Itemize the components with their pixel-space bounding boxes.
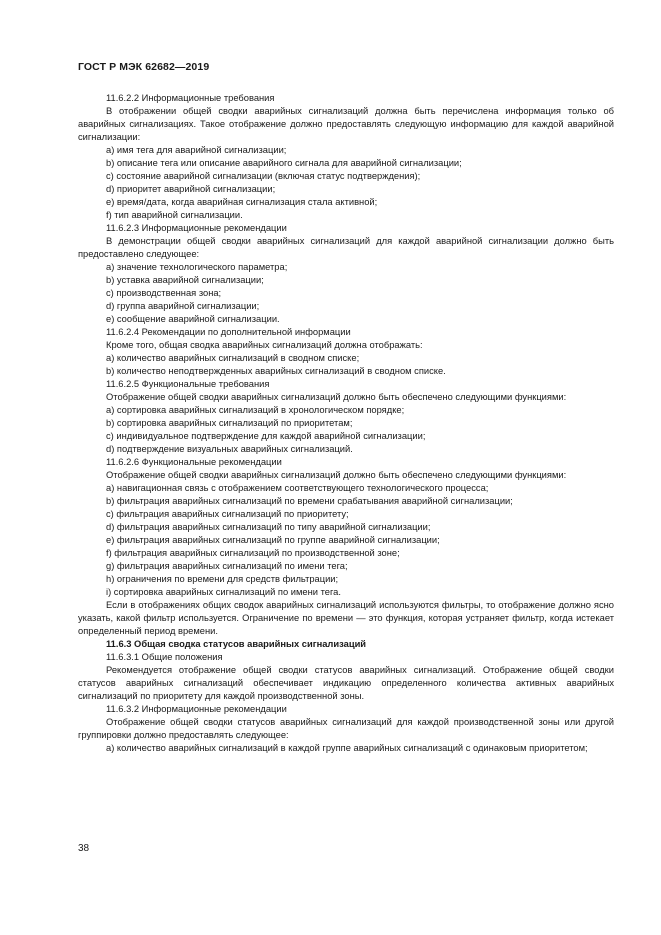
paragraph: Отображение общей сводки аварийных сигнализаций должно быть обеспечено следующими функциями: <box>106 392 567 402</box>
list-item: a) значение технологического параметра; <box>106 262 288 272</box>
list-item: c) индивидуальное подтверждение для каждой аварийной сигнализации; <box>106 431 426 441</box>
list-item: c) состояние аварийной сигнализации (включая статус подтверждения); <box>106 171 421 181</box>
paragraph: 11.6.2.3 Информационные рекомендации <box>106 223 287 233</box>
paragraph: 11.6.3.1 Общие положения <box>106 652 223 662</box>
paragraph: В демонстрации общей сводки аварийных сигнализаций для каждой аварийной сигнализации должно быть предоставлено следующее: <box>78 236 614 259</box>
list-item: a) количество аварийных сигнализаций в сводном списке; <box>106 353 360 363</box>
list-item: e) время/дата, когда аварийная сигнализация стала активной; <box>106 197 378 207</box>
list-item: f) фильтрация аварийных сигнализаций по производственной зоне; <box>106 548 400 558</box>
paragraph: 11.6.3 Общая сводка статусов аварийных сигнализаций <box>106 639 367 649</box>
list-item: a) количество аварийных сигнализаций в каждой группе аварийных сигнализаций с одинаковым приоритетом; <box>106 743 588 753</box>
list-item: a) имя тега для аварийной сигнализации; <box>106 145 287 155</box>
list-item: d) подтверждение визуальных аварийных сигнализаций. <box>106 444 353 454</box>
list-item: b) фильтрация аварийных сигнализаций по времени срабатывания аварийной сигнализации; <box>106 496 513 506</box>
list-item: b) сортировка аварийных сигнализаций по приоритетам; <box>106 418 353 428</box>
list-item: a) сортировка аварийных сигнализаций в хронологическом порядке; <box>106 405 405 415</box>
page-number: 38 <box>78 843 90 854</box>
list-item: g) фильтрация аварийных сигнализаций по имени тега; <box>106 561 348 571</box>
list-item: h) ограничения по времени для средств фильтрации; <box>106 574 339 584</box>
paragraph: 11.6.3.2 Информационные рекомендации <box>106 704 287 714</box>
list-item: e) сообщение аварийной сигнализации. <box>106 314 280 324</box>
list-item: b) количество неподтвержденных аварийных сигнализаций в сводном списке. <box>106 366 446 376</box>
paragraph: 11.6.2.4 Рекомендации по дополнительной информации <box>106 327 351 337</box>
paragraph: Отображение общей сводки аварийных сигнализаций должно быть обеспечено следующими функциями: <box>106 470 567 480</box>
list-item: i) сортировка аварийных сигнализаций по имени тега. <box>106 587 341 597</box>
paragraph: Рекомендуется отображение общей сводки статусов аварийных сигнализаций. Отображение общей сводки статусов аварийных сигнализаций обеспечивает индикацию определенного количества активных аварийных сигнализаций по приоритету для каждой производственной зоны. <box>78 665 614 701</box>
list-item: f) тип аварийной сигнализации. <box>106 210 243 220</box>
paragraph: 11.6.2.6 Функциональные рекомендации <box>106 457 282 467</box>
list-item: d) фильтрация аварийных сигнализаций по типу аварийной сигнализации; <box>106 522 431 532</box>
paragraph: Отображение общей сводки статусов аварийных сигнализаций для каждой производственной зоны или другой группировки должно предоставлять следующее: <box>78 717 614 740</box>
paragraph: Если в отображениях общих сводок аварийных сигнализаций используются фильтры, то отображение должно ясно указать, какой фильтр используется. Ограничение по времени — это функция, которая устраняет фильтр, когда истекает определенный период времени. <box>78 600 614 636</box>
document-header: ГОСТ Р МЭК 62682—2019 <box>78 61 210 73</box>
list-item: d) группа аварийной сигнализации; <box>106 301 260 311</box>
list-item: e) фильтрация аварийных сигнализаций по группе аварийной сигнализации; <box>106 535 440 545</box>
paragraph: 11.6.2.2 Информационные требования <box>106 93 275 103</box>
list-item: b) уставка аварийной сигнализации; <box>106 275 264 285</box>
document-body <box>78 92 614 755</box>
list-item: c) фильтрация аварийных сигнализаций по приоритету; <box>106 509 349 519</box>
list-item: c) производственная зона; <box>106 288 222 298</box>
list-item: d) приоритет аварийной сигнализации; <box>106 184 276 194</box>
paragraph: 11.6.2.5 Функциональные требования <box>106 379 270 389</box>
paragraph: В отображении общей сводки аварийных сигнализаций должна быть перечислена информация только об аварийных сигнализациях. Такое отображение должно предоставлять следующую информацию для каждой аварийной сигнализации: <box>78 106 614 142</box>
list-item: b) описание тега или описание аварийного сигнала для аварийной сигнализации; <box>106 158 462 168</box>
list-item: a) навигационная связь с отображением соответствующего технологического процесса; <box>106 483 489 493</box>
paragraph: Кроме того, общая сводка аварийных сигнализаций должна отображать: <box>106 340 423 350</box>
